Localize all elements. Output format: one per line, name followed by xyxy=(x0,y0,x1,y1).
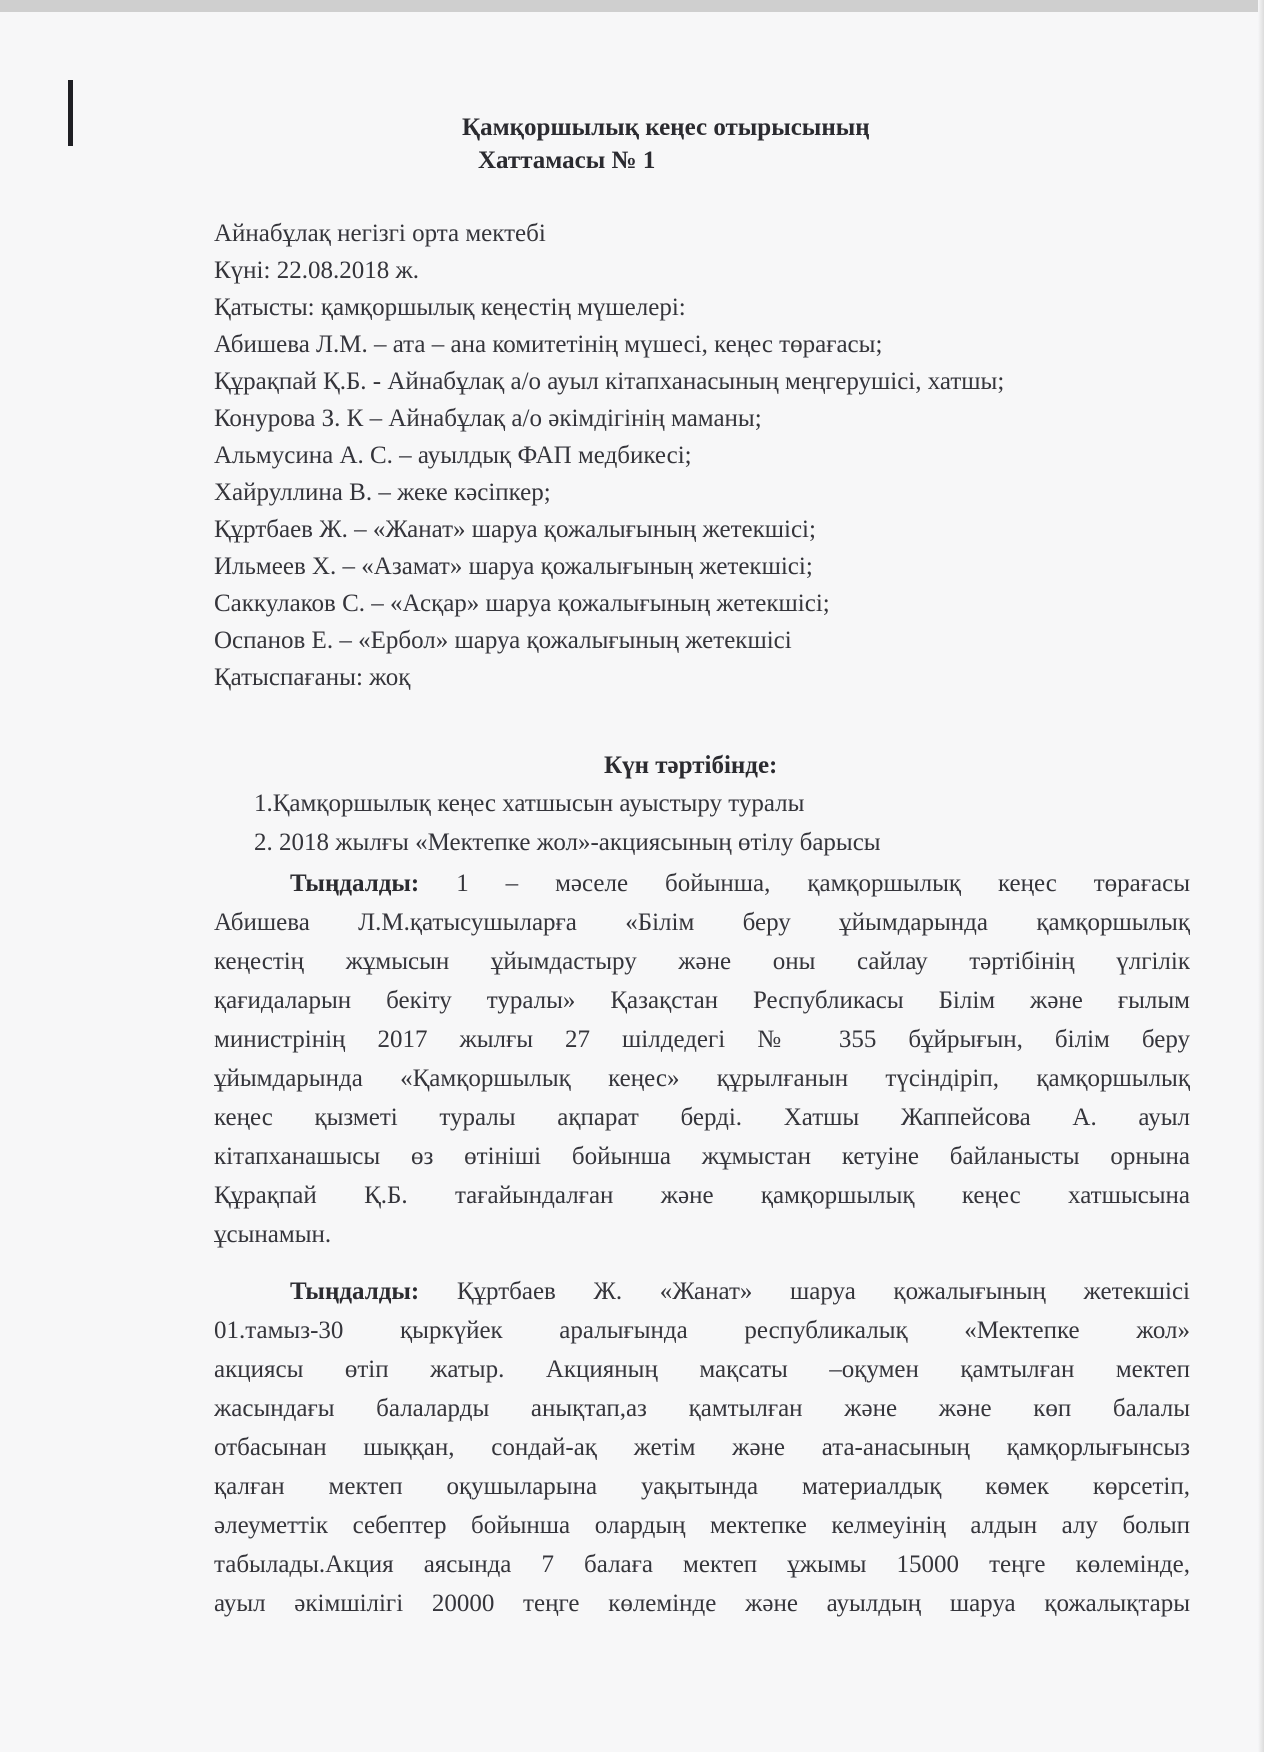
attendee-line: Құртбаев Ж. – «Жанат» шаруа қожалығының жетекшісі; xyxy=(214,516,816,543)
paragraph-line: қалған мектеп оқушыларына уақытында материалдық көмек көрсетіп, xyxy=(214,1473,1190,1500)
paragraph-lead: Тыңдалды: xyxy=(290,1278,420,1305)
school-name: Айнабұлақ негізгі орта мектебі xyxy=(214,220,546,247)
paragraph-line: кітапханашысы өз өтініші бойынша жұмыстан кетуіне байланысты орнына xyxy=(214,1143,1190,1170)
paragraph-text: 1 – мәселе бойынша, қамқоршылық кеңес төрағасы xyxy=(419,870,1190,897)
absentees-line: Қатыспағаны: жоқ xyxy=(214,664,411,691)
attendee-line: Құрақпай Қ.Б. - Айнабұлақ а/о ауыл кітапханасының меңгерушісі, хатшы; xyxy=(214,368,1005,395)
agenda-item: 1.Қамқоршылық кеңес хатшысын ауыстыру туралы xyxy=(254,790,805,817)
paragraph-text: Құртбаев Ж. «Жанат» шаруа қожалығының жетекшісі xyxy=(419,1278,1190,1305)
paragraph-line: Құрақпай Қ.Б. тағайындалған және қамқоршылық кеңес хатшысына xyxy=(214,1182,1190,1209)
paragraph-line: ұйымдарында «Қамқоршылық кеңес» құрылғанын түсіндіріп, қамқоршылық xyxy=(214,1065,1190,1092)
paragraph-line: кеңес қызметі туралы ақпарат берді. Хатшы Жаппейсова А. ауыл xyxy=(214,1104,1190,1131)
paragraph-line: табылады.Акция аясында 7 балаға мектеп ұжымы 15000 теңге көлемінде, xyxy=(214,1551,1190,1578)
scan-edge xyxy=(1258,0,1264,1752)
attendee-line: Саккулаков С. – «Асқар» шаруа қожалығының жетекшісі; xyxy=(214,590,830,617)
document-title: Қамқоршылық кеңес отырысының xyxy=(462,114,870,141)
attendee-line: Ильмеев Х. – «Азамат» шаруа қожалығының жетекшісі; xyxy=(214,553,813,580)
paragraph-line xyxy=(290,1278,1190,1306)
paragraph-line: Абишева Л.М.қатысушыларға «Білім беру ұйымдарында қамқоршылық xyxy=(214,909,1190,936)
paragraph-line: ауыл әкімшілігі 20000 теңге көлемінде және ауылдың шаруа қожалықтары xyxy=(214,1590,1190,1617)
attendees-heading: Қатысты: қамқоршылық кеңестің мүшелері: xyxy=(214,294,686,321)
paragraph-line: ұсынамын. xyxy=(214,1221,332,1248)
attendee-line: Абишева Л.М. – ата – ана комитетінің мүшесі, кеңес төрағасы; xyxy=(214,331,883,358)
paragraph-line: отбасынан шыққан, сондай-ақ жетім және ата-анасының қамқорлығынсыз xyxy=(214,1434,1190,1461)
paragraph-line: кеңестің жұмысын ұйымдастыру және оны сайлау тәртібінің үлгілік xyxy=(214,948,1190,975)
document-subtitle: Хаттамасы № 1 xyxy=(478,147,656,174)
paragraph-lead: Тыңдалды: xyxy=(290,870,420,897)
margin-mark xyxy=(68,80,73,146)
paragraph-line xyxy=(290,870,1190,898)
paragraph-line: акциясы өтіп жатыр. Акцияның мақсаты –оқумен қамтылған мектеп xyxy=(214,1356,1190,1383)
meeting-date: Күні: 22.08.2018 ж. xyxy=(214,257,419,284)
paragraph-line: жасындағы балаларды анықтап,аз қамтылған және және көп балалы xyxy=(214,1395,1190,1422)
attendee-line: Оспанов Е. – «Ербол» шаруа қожалығының жетекшісі xyxy=(214,627,792,654)
attendee-line: Конурова З. К – Айнабұлақ а/о әкімдігінің маманы; xyxy=(214,405,762,432)
agenda-heading: Күн тәртібінде: xyxy=(604,752,778,779)
paragraph-line: министрінің 2017 жылғы 27 шілдедегі № 355 бұйрығын, білім беру xyxy=(214,1026,1190,1053)
attendee-line: Альмусина А. С. – ауылдық ФАП медбикесі; xyxy=(214,442,692,469)
paragraph-line: 01.тамыз-30 қыркүйек аралығында республикалық «Мектепке жол» xyxy=(214,1317,1190,1344)
paragraph-line: қағидаларын бекіту туралы» Қазақстан Республикасы Білім және ғылым xyxy=(214,987,1190,1014)
attendee-line: Хайруллина В. – жеке кәсіпкер; xyxy=(214,479,551,506)
paragraph-line: әлеуметтік себептер бойынша олардың мектепке келмеуінің алдын алу болып xyxy=(214,1512,1190,1539)
agenda-item: 2. 2018 жылғы «Мектепке жол»-акциясының өтілу барысы xyxy=(254,829,881,856)
